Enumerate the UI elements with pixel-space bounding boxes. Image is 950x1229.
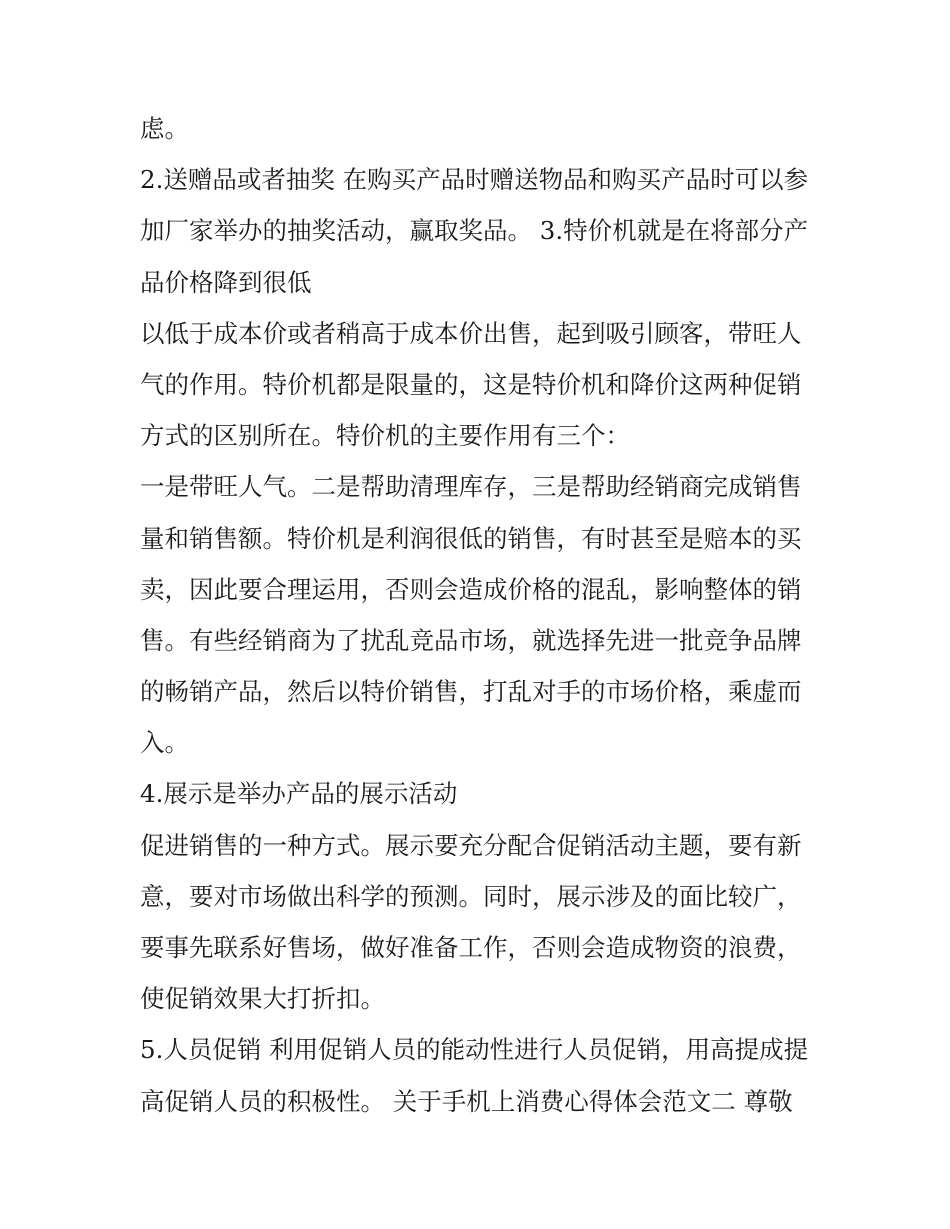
text-line: 要事先联系好售场，做好准备工作，否则会造成物资的浪费， <box>140 933 802 962</box>
text-line: 高促销人员的积极性。 关于手机上消费心得体会范文二 尊敬 <box>140 1086 793 1116</box>
text-line: 售。有些经销商为了扰乱竞品市场，就选择先进一批竞争品牌 <box>140 625 802 655</box>
text-line: 5.人员促销 利用促销人员的能动性进行人员促销，用高提成提 <box>140 1035 809 1065</box>
text-line: 促进销售的一种方式。展示要充分配合促销活动主题，要有新 <box>140 830 802 860</box>
text-line: 虑。 <box>140 114 189 143</box>
text-line: 以低于成本价或者稍高于成本价出售，起到吸引顾客，带旺人 <box>140 318 802 348</box>
text-line: 使促销效果大打折扣。 <box>140 984 385 1014</box>
text-line: 量和销售额。特价机是利润很低的销售，有时甚至是赔本的买 <box>140 523 802 553</box>
text-line: 品价格降到很低 <box>140 267 312 297</box>
text-line: 4.展示是举办产品的展示活动 <box>140 779 458 809</box>
text-line: 卖，因此要合理运用，否则会造成价格的混乱，影响整体的销 <box>140 574 802 604</box>
text-line: 2.送赠品或者抽奖 在购买产品时赠送物品和购买产品时可以参 <box>140 165 809 195</box>
text-line: 加厂家举办的抽奖活动，赢取奖品。 3.特价机就是在将部分产 <box>140 216 809 246</box>
text-line: 意，要对市场做出科学的预测。同时，展示涉及的面比较广， <box>140 881 802 911</box>
text-line: 气的作用。特价机都是限量的，这是特价机和降价这两种促销 <box>140 369 802 399</box>
text-line: 一是带旺人气。二是帮助清理库存，三是帮助经销商完成销售 <box>140 472 802 502</box>
body-text <box>140 103 820 1127</box>
text-line: 方式的区别所在。特价机的主要作用有三个： <box>140 421 630 451</box>
text-line: 的畅销产品，然后以特价销售，打乱对手的市场价格，乘虚而 <box>140 677 802 707</box>
text-line: 入。 <box>140 728 189 758</box>
